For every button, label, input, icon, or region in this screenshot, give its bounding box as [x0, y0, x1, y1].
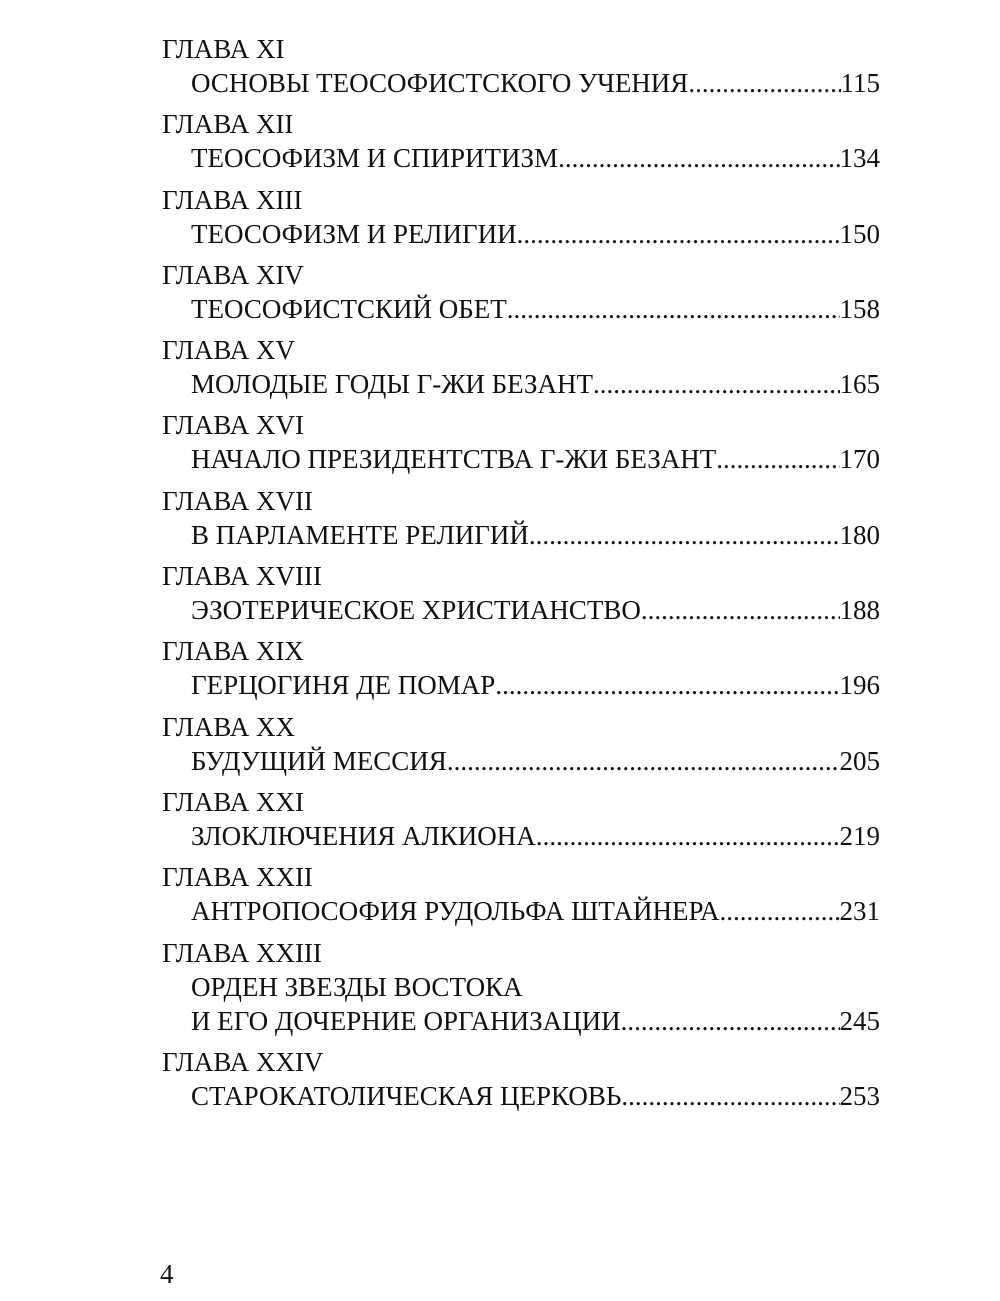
dot-leader: [593, 367, 839, 401]
page-reference: 180: [839, 519, 880, 550]
page-reference: 170: [839, 444, 880, 475]
page-reference: 115: [840, 68, 880, 98]
chapter-label: ГЛАВА XVIII: [162, 561, 322, 592]
page-reference: 134: [839, 143, 880, 174]
page-reference: 245: [839, 1005, 880, 1036]
dot-leader: [495, 668, 839, 702]
toc-entry: [162, 1046, 880, 1121]
entry-line[interactable]: [191, 518, 880, 552]
toc-entry: [162, 861, 880, 936]
toc-entry: [162, 409, 880, 484]
chapter-label: ГЛАВА XVII: [162, 485, 313, 516]
dot-leader: [558, 141, 839, 175]
entry-line[interactable]: [191, 894, 880, 928]
table-of-contents: [162, 33, 880, 1121]
chapter-title: БУДУЩИЙ МЕССИЯ: [191, 745, 447, 776]
chapter-label: ГЛАВА XIII: [162, 184, 303, 215]
dot-leader: [507, 292, 840, 326]
chapter-label: ГЛАВА XX: [162, 711, 295, 742]
entry-line[interactable]: [191, 141, 880, 175]
toc-entry: [162, 786, 880, 861]
chapter-title: ТЕОСОФИСТСКИЙ ОБЕТ: [191, 293, 507, 324]
chapter-label: ГЛАВА XII: [162, 109, 294, 140]
dot-leader: [621, 1004, 840, 1038]
toc-entry: [162, 259, 880, 334]
entry-line[interactable]: [191, 292, 880, 326]
chapter-title: АНТРОПОСОФИЯ РУДОЛЬФА ШТАЙНЕРА: [191, 896, 720, 927]
page-reference: 188: [839, 595, 880, 626]
entry-line[interactable]: [191, 1004, 880, 1038]
entry-line[interactable]: [191, 1079, 880, 1113]
dot-leader: [720, 894, 840, 928]
page-reference: 150: [839, 218, 880, 249]
toc-entry: [162, 711, 880, 786]
chapter-label: ГЛАВА XIV: [162, 259, 304, 290]
chapter-label: ГЛАВА XXII: [162, 862, 313, 893]
entry-line[interactable]: [191, 744, 880, 778]
dot-leader: [621, 1079, 839, 1113]
chapter-label: ГЛАВА XXIII: [162, 937, 322, 968]
chapter-title-first-line: ОРДЕН ЗВЕЗДЫ ВОСТОКА: [191, 971, 523, 1002]
dot-leader: [536, 819, 840, 853]
chapter-label: ГЛАВА XIX: [162, 636, 304, 667]
dot-leader: [688, 66, 840, 100]
dot-leader: [447, 744, 840, 778]
chapter-title: ТЕОСОФИЗМ И РЕЛИГИИ: [191, 218, 517, 249]
toc-entry: [162, 635, 880, 710]
chapter-title: В ПАРЛАМЕНТЕ РЕЛИГИЙ: [191, 519, 529, 550]
toc-entry: [162, 937, 880, 1046]
chapter-title: ЭЗОТЕРИЧЕСКОЕ ХРИСТИАНСТВО: [191, 595, 641, 626]
chapter-label: ГЛАВА XVI: [162, 410, 304, 441]
entry-line[interactable]: [191, 217, 880, 251]
page-reference: 165: [839, 369, 880, 400]
page-reference: 253: [839, 1080, 880, 1111]
page-reference: 158: [839, 293, 880, 324]
toc-entry: [162, 485, 880, 560]
chapter-label: ГЛАВА XI: [162, 34, 285, 64]
chapter-title: ОСНОВЫ ТЕОСОФИСТСКОГО УЧЕНИЯ: [191, 68, 689, 98]
chapter-title: МОЛОДЫЕ ГОДЫ Г-ЖИ БЕЗАНТ: [191, 369, 594, 400]
chapter-label: ГЛАВА XXIV: [162, 1046, 324, 1077]
entry-line[interactable]: [191, 819, 880, 853]
entry-line[interactable]: [191, 66, 880, 100]
dot-leader: [529, 518, 840, 552]
toc-entry: [162, 33, 880, 108]
chapter-title: ГЕРЦОГИНЯ ДЕ ПОМАР: [191, 670, 496, 701]
chapter-label: ГЛАВА XXI: [162, 786, 304, 817]
entry-line[interactable]: [191, 367, 880, 401]
chapter-title: НАЧАЛО ПРЕЗИДЕНТСТВА Г-ЖИ БЕЗАНТ: [191, 444, 717, 475]
chapter-title: ТЕОСОФИЗМ И СПИРИТИЗМ: [191, 143, 559, 174]
page-reference: 196: [839, 670, 880, 701]
page-reference: 219: [839, 820, 880, 851]
chapter-label: ГЛАВА XV: [162, 335, 295, 366]
chapter-title: СТАРОКАТОЛИЧЕСКАЯ ЦЕРКОВЬ: [191, 1080, 622, 1111]
toc-entry: [162, 334, 880, 409]
dot-leader: [716, 442, 839, 476]
dot-leader: [517, 217, 840, 251]
page-reference: 231: [839, 896, 880, 927]
page-number: 4: [160, 1259, 174, 1289]
toc-entry: [162, 560, 880, 635]
entry-line[interactable]: [191, 668, 880, 702]
toc-entry: [162, 108, 880, 183]
entry-line[interactable]: [191, 593, 880, 627]
dot-leader: [641, 593, 840, 627]
entry-line[interactable]: [191, 442, 880, 476]
chapter-title: И ЕГО ДОЧЕРНИЕ ОРГАНИЗАЦИИ: [191, 1005, 621, 1036]
chapter-title: ЗЛОКЛЮЧЕНИЯ АЛКИОНА: [191, 820, 536, 851]
toc-entry: [162, 184, 880, 259]
page-reference: 205: [839, 745, 880, 776]
